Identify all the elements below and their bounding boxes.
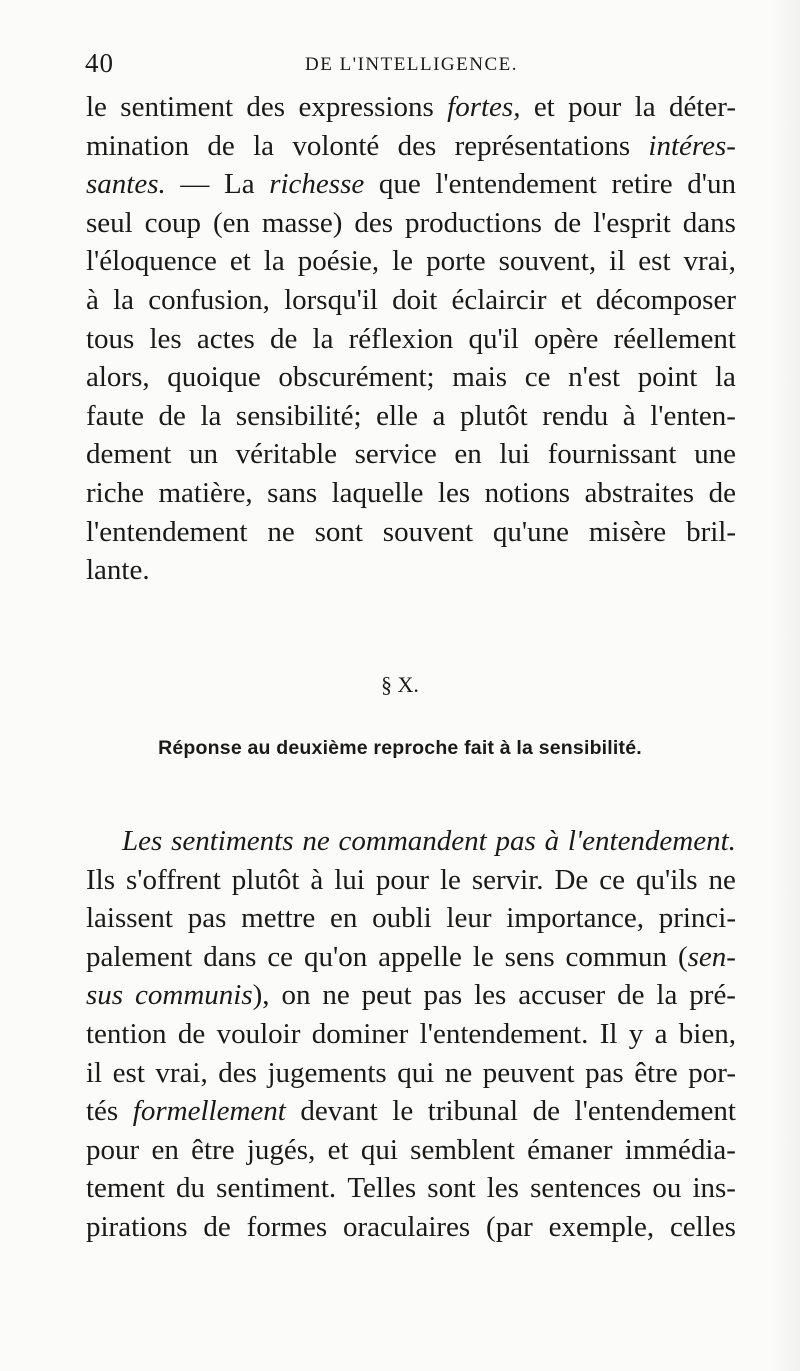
- word: qui: [397, 1056, 435, 1089]
- word: le: [472, 940, 494, 973]
- word: et: [560, 283, 582, 316]
- page-header: [85, 48, 735, 84]
- word: confusion,: [148, 283, 270, 316]
- word: l'éloquence: [86, 245, 217, 278]
- word: misère: [588, 515, 667, 548]
- word: celles: [669, 1210, 736, 1243]
- word: la: [263, 245, 285, 278]
- word: abstraites: [584, 476, 695, 509]
- word: qu'une: [492, 515, 569, 548]
- word: des: [218, 1056, 257, 1089]
- word: la: [113, 283, 135, 316]
- word: (en: [212, 206, 250, 239]
- word: faute: [86, 399, 144, 432]
- word: à: [544, 825, 560, 857]
- word: santes.: [86, 168, 166, 201]
- word: palement: [86, 940, 193, 973]
- text-line: [86, 899, 736, 938]
- word: sus: [86, 979, 124, 1012]
- word: pour: [86, 1133, 140, 1166]
- word: tés: [86, 1095, 119, 1128]
- word: commun: [565, 940, 668, 973]
- word: l'esprit: [593, 206, 671, 239]
- word: de: [177, 1017, 206, 1050]
- text-line: [86, 127, 736, 166]
- word: seul: [86, 206, 133, 239]
- word: de: [207, 129, 235, 162]
- text-line: [86, 513, 736, 552]
- word: volonté: [292, 129, 380, 162]
- text-line: [86, 165, 736, 204]
- word: vrai,: [683, 245, 736, 278]
- word: dominer: [311, 1017, 409, 1050]
- word: communis),: [135, 979, 270, 1012]
- word: les: [486, 1172, 519, 1205]
- text-line: [86, 976, 736, 1015]
- word: du: [176, 1172, 206, 1205]
- word: oubli: [372, 902, 432, 935]
- word: Les: [122, 825, 163, 857]
- word: être: [191, 1133, 235, 1166]
- word: actes: [196, 322, 255, 355]
- word: il: [86, 1056, 103, 1089]
- word: sentiments: [171, 825, 294, 857]
- word: a: [432, 399, 446, 432]
- word: sentiment.: [216, 1172, 337, 1205]
- word: fournissant: [547, 438, 677, 471]
- word: De: [554, 863, 589, 896]
- text-line: [86, 1054, 736, 1093]
- word: a: [654, 1017, 668, 1050]
- word: service: [354, 438, 437, 471]
- word: représentations: [454, 129, 631, 162]
- word: —: [180, 168, 210, 201]
- word: la: [200, 399, 222, 432]
- word: opère: [533, 322, 599, 355]
- word: les: [474, 979, 507, 1012]
- word: laissent: [86, 902, 173, 935]
- word: princi-: [658, 902, 736, 935]
- word: ce: [599, 863, 626, 896]
- word: réflexion: [348, 322, 454, 355]
- word: ce: [267, 940, 294, 973]
- word: ins-: [692, 1172, 736, 1205]
- word: leur: [446, 902, 492, 935]
- text-line: [86, 204, 736, 243]
- word: por-: [688, 1056, 736, 1089]
- word: lui: [334, 863, 365, 896]
- word: et: [327, 1133, 349, 1166]
- word: plutôt: [459, 399, 528, 432]
- word: ne: [444, 1056, 473, 1089]
- word: accuser: [518, 979, 606, 1012]
- word: quoique: [167, 361, 261, 394]
- word: peuvent: [482, 1056, 575, 1089]
- word: rendu: [542, 399, 609, 432]
- word: sentences: [530, 1172, 642, 1205]
- word: le: [392, 1095, 414, 1128]
- word: décomposer: [595, 283, 736, 316]
- word: tribunal: [427, 1095, 518, 1128]
- word: la: [634, 91, 656, 123]
- word: masse): [261, 206, 343, 239]
- word: bien,: [678, 1017, 736, 1050]
- word: retire: [611, 168, 673, 201]
- word: un: [188, 438, 218, 471]
- text-line: [86, 281, 736, 320]
- word: des: [246, 91, 286, 123]
- word: de: [708, 476, 736, 509]
- word: poésie,: [297, 245, 380, 278]
- text-line: [86, 1092, 736, 1131]
- word: sensibilité;: [235, 399, 362, 432]
- word: matière,: [158, 476, 253, 509]
- word: les: [149, 322, 182, 355]
- word: qu'on: [303, 940, 368, 973]
- word: le: [439, 863, 461, 896]
- section-mark: § X.: [381, 672, 419, 697]
- word: ne: [322, 979, 350, 1012]
- text-line: [86, 88, 736, 127]
- word: l'enten-: [650, 399, 736, 432]
- text-line: [86, 435, 736, 474]
- word: en: [329, 902, 358, 935]
- word: des: [354, 206, 394, 239]
- word: sentiment: [120, 91, 234, 123]
- word: appelle: [378, 940, 462, 973]
- word: tous: [86, 322, 135, 355]
- word: et: [533, 91, 555, 123]
- word: elle: [376, 399, 418, 432]
- word: on: [281, 979, 311, 1012]
- word: La: [224, 168, 255, 201]
- word: exemple,: [548, 1210, 655, 1243]
- page-edge-shadow: [770, 0, 800, 1371]
- word: le: [392, 245, 414, 278]
- word: l'entendement: [574, 1095, 736, 1128]
- word: porte: [426, 245, 486, 278]
- word: Ils: [86, 863, 115, 896]
- word: d'un: [687, 168, 736, 201]
- text-line: [86, 242, 736, 281]
- text-line: [86, 320, 736, 359]
- word: commandent: [338, 825, 487, 857]
- word: ce: [524, 361, 551, 394]
- text-line: [86, 551, 736, 590]
- word: l'entendement: [435, 168, 597, 201]
- section-title: Réponse au deuxième reproche fait à la sensibilité.: [158, 737, 642, 759]
- word: de: [617, 979, 645, 1012]
- word: n'est: [568, 361, 621, 394]
- word: dans: [203, 940, 257, 973]
- word: oraculaires: [342, 1210, 471, 1243]
- word: l'entendement: [86, 515, 248, 548]
- word: de: [158, 399, 186, 432]
- running-head: DE L'INTELLIGENCE.: [305, 54, 518, 75]
- word: la: [253, 129, 275, 162]
- word: mais: [452, 361, 508, 394]
- word: formes: [246, 1210, 328, 1243]
- word: doit: [392, 283, 438, 316]
- word: en: [454, 438, 482, 471]
- word: est: [638, 245, 671, 278]
- word: mettre: [241, 902, 316, 935]
- word: sont: [427, 1172, 476, 1205]
- word: formellement: [132, 1095, 286, 1128]
- text-line: [86, 474, 736, 513]
- word: de: [553, 206, 582, 239]
- word: l'entendement.: [567, 825, 736, 857]
- word: y: [628, 1017, 644, 1050]
- text-line: [86, 1015, 736, 1054]
- word: des: [397, 129, 437, 162]
- word: que: [378, 168, 421, 201]
- paragraph-2: [86, 822, 736, 1247]
- word: tement: [86, 1172, 165, 1205]
- word: point: [637, 361, 698, 394]
- word: mination: [86, 129, 190, 162]
- word: sans: [267, 476, 318, 509]
- word: pas: [585, 1056, 624, 1089]
- word: devant: [300, 1095, 378, 1128]
- word: lorsqu'il: [284, 283, 378, 316]
- word: lante.: [86, 554, 150, 587]
- word: vouloir: [216, 1017, 301, 1050]
- word: de: [270, 322, 298, 355]
- word: notions: [484, 476, 571, 509]
- word: servir.: [471, 863, 544, 896]
- word: déter-: [668, 91, 736, 123]
- word: bril-: [686, 515, 736, 548]
- text-line: [86, 938, 736, 977]
- word: est: [112, 1056, 145, 1089]
- word: importance,: [506, 902, 644, 935]
- word: plutôt: [231, 863, 300, 896]
- word: dement: [86, 438, 172, 471]
- word: le: [86, 91, 107, 123]
- word: et: [229, 245, 251, 278]
- text-line: [86, 822, 736, 861]
- word: pour: [568, 91, 622, 123]
- word: alors,: [86, 361, 150, 394]
- word: de: [203, 1210, 231, 1243]
- word: qu'ils: [635, 863, 698, 896]
- word: la: [715, 361, 736, 394]
- page-number: 40: [85, 48, 114, 78]
- word: ne: [708, 863, 736, 896]
- word: sens: [504, 940, 555, 973]
- word: laquelle: [331, 476, 424, 509]
- word: en: [151, 1133, 179, 1166]
- text-line: [86, 358, 736, 397]
- word: véritable: [235, 438, 338, 471]
- word: pré-: [689, 979, 736, 1012]
- word: qu'il: [468, 322, 519, 355]
- word: peut: [361, 979, 412, 1012]
- word: coup: [144, 206, 202, 239]
- word: pas: [495, 825, 536, 857]
- word: (par: [486, 1210, 533, 1243]
- word: qui: [360, 1133, 398, 1166]
- word: expressions: [298, 91, 434, 123]
- word: pas: [187, 902, 227, 935]
- word: jugements: [267, 1056, 387, 1089]
- word: obscurément;: [278, 361, 435, 394]
- word: ne: [302, 825, 330, 857]
- word: riche: [86, 476, 144, 509]
- word: sont: [314, 515, 363, 548]
- word: (sen-: [677, 940, 736, 973]
- word: souvent,: [498, 245, 597, 278]
- word: éclaircir: [451, 283, 547, 316]
- text-line: [86, 861, 736, 900]
- word: souvent: [382, 515, 474, 548]
- word: intéres-: [648, 129, 736, 162]
- word: s'offrent: [125, 863, 221, 896]
- paragraph-1: [86, 88, 736, 590]
- word: l'entendement.: [419, 1017, 589, 1050]
- word: une: [694, 438, 736, 471]
- word: fortes,: [447, 91, 521, 123]
- word: tention: [86, 1017, 167, 1050]
- word: vrai,: [155, 1056, 208, 1089]
- word: Telles: [347, 1172, 417, 1205]
- word: ne: [267, 515, 295, 548]
- word: les: [437, 476, 471, 509]
- text-line: [86, 397, 736, 436]
- word: il: [609, 245, 626, 278]
- word: à: [310, 863, 324, 896]
- text-line: [86, 1169, 736, 1208]
- word: dans: [682, 206, 736, 239]
- word: émaner: [527, 1133, 613, 1166]
- word: pour: [375, 863, 429, 896]
- word: être: [634, 1056, 678, 1089]
- word: à: [86, 283, 99, 316]
- text-line: [86, 1208, 736, 1247]
- word: la: [312, 322, 334, 355]
- word: Il: [599, 1017, 618, 1050]
- word: pirations: [86, 1210, 188, 1243]
- text-line: [86, 1131, 736, 1170]
- word: jugés,: [246, 1133, 316, 1166]
- word: la: [656, 979, 678, 1012]
- word: pas: [423, 979, 463, 1012]
- word: réellement: [613, 322, 736, 355]
- word: immédia-: [624, 1133, 736, 1166]
- word: lui: [499, 438, 530, 471]
- word: à: [622, 399, 636, 432]
- word: productions: [404, 206, 542, 239]
- word: ou: [652, 1172, 682, 1205]
- word: semblent: [410, 1133, 515, 1166]
- word: de: [532, 1095, 560, 1128]
- word: richesse: [269, 168, 365, 201]
